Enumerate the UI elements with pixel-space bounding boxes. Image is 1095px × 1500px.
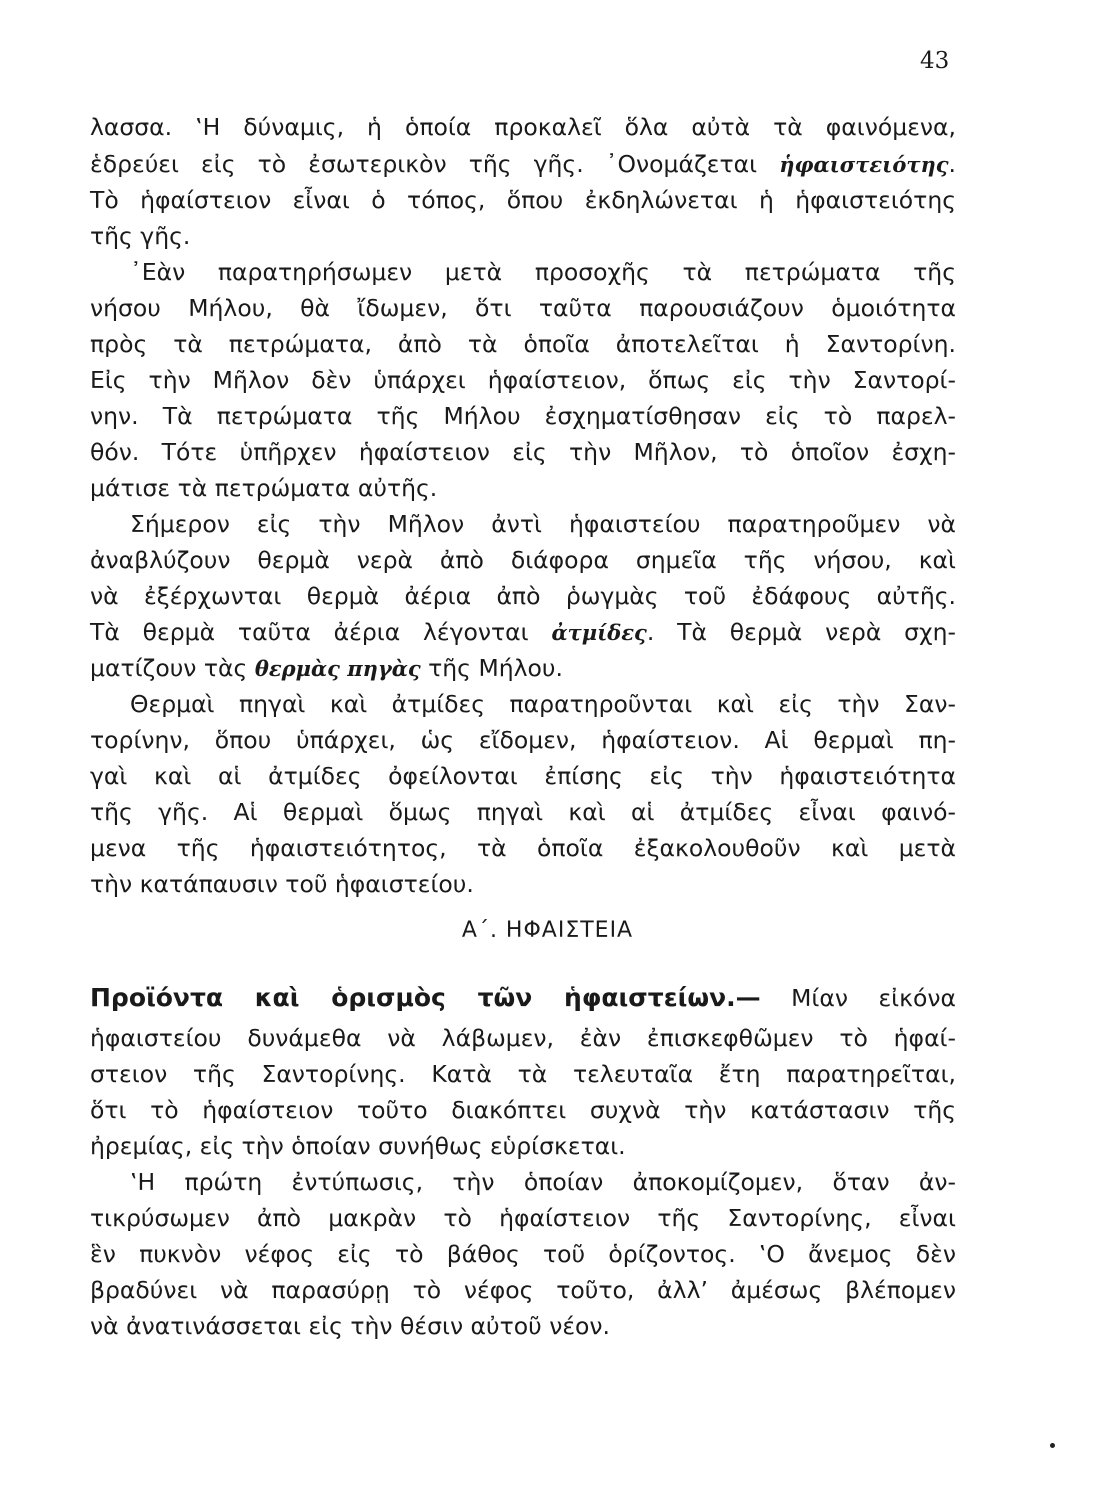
- term-emphasis: θερμὰς πηγὰς: [254, 656, 421, 681]
- text-line: Θερμαὶ πηγαὶ καὶ ἀτμίδες παρατηροῦνται καὶ εἰς τὴν Σαν-: [130, 690, 956, 718]
- text-line: νήσου Μήλου, θὰ ἴδωμεν, ὅτι ταῦτα παρουσιάζουν ὁμοιότητα: [90, 294, 956, 322]
- text-span: . Τὰ θερμὰ νερὰ σχη-: [646, 618, 956, 646]
- text-line: τικρύσωμεν ἀπὸ μακρὰν τὸ ἡφαίστειον τῆς Σαντορίνης, εἶναι: [90, 1204, 956, 1232]
- text-span: ματίζουν τὰς: [90, 654, 248, 682]
- text-line: νην. Τὰ πετρώματα τῆς Μήλου ἐσχηματίσθησαν εἰς τὸ παρελ-: [90, 402, 956, 430]
- text-line: μάτισε τὰ πετρώματα αὐτῆς.: [90, 474, 438, 502]
- text-line: τῆς γῆς. Αἱ θερμαὶ ὅμως πηγαὶ καὶ αἱ ἀτμίδες εἶναι φαινό-: [90, 798, 956, 826]
- text-line: Τὸ ἡφαίστειον εἶναι ὁ τόπος, ὅπου ἐκδηλώνεται ἡ ἡφαιστειότης: [90, 186, 956, 214]
- text-line: [90, 648, 956, 688]
- section-heading: Α΄. ΗΦΑΙΣΤΕΙΑ: [461, 918, 634, 943]
- text-line: βραδύνει νὰ παρασύρῃ τὸ νέφος τοῦτο, ἀλλ’ ἀμέσως βλέπομεν: [90, 1276, 956, 1304]
- text-line: γαὶ καὶ αἱ ἀτμίδες ὀφείλονται ἐπίσης εἰς τὴν ἡφαιστειότητα: [90, 762, 956, 790]
- text-span: .: [948, 150, 956, 178]
- text-span: Τὰ θερμὰ ταῦτα ἀέρια λέγονται: [90, 618, 529, 646]
- text-line: ἀναβλύζουν θερμὰ νερὰ ἀπὸ διάφορα σημεῖα τῆς νήσου, καὶ: [90, 546, 956, 574]
- text-line: [90, 144, 956, 184]
- text-line: ᾿Εὰν παρατηρήσωμεν μετὰ προσοχῆς τὰ πετρώματα τῆς: [130, 258, 956, 286]
- text-line: λασσα. ‛Η δύναμις, ἡ ὁποία προκαλεῖ ὅλα αὐτὰ τὰ φαινόμενα,: [90, 113, 956, 141]
- text-line: ἓν πυκνὸν νέφος εἰς τὸ βάθος τοῦ ὁρίζοντος. ‛Ο ἄνεμος δὲν: [90, 1240, 956, 1268]
- text-line: τὴν κατάπαυσιν τοῦ ἡφαιστείου.: [90, 870, 474, 898]
- text-line: τορίνην, ὅπου ὑπάρχει, ὡς εἴδομεν, ἡφαίστειον. Αἱ θερμαὶ πη-: [90, 726, 956, 754]
- text-line: στειον τῆς Σαντορίνης. Κατὰ τὰ τελευταῖα ἔτη παρατηρεῖται,: [90, 1060, 956, 1088]
- text-line: ὅτι τὸ ἡφαίστειον τοῦτο διακόπτει συχνὰ τὴν κατάστασιν τῆς: [90, 1096, 956, 1124]
- text-line: Εἰς τὴν Μῆλον δὲν ὑπάρχει ἡφαίστειον, ὅπως εἰς τὴν Σαντορί-: [90, 366, 956, 394]
- text-line: ἡφαιστείου δυνάμεθα νὰ λάβωμεν, ἐὰν ἐπισκεφθῶμεν τὸ ἡφαί-: [90, 1024, 956, 1052]
- text-line: θόν. Τότε ὑπῆρχεν ἡφαίστειον εἰς τὴν Μῆλον, τὸ ὁποῖον ἐσχη-: [90, 438, 956, 466]
- text-line: τῆς γῆς.: [90, 222, 191, 250]
- text-line: [90, 978, 956, 1018]
- text-line: νὰ ἐξέρχωνται θερμὰ ἀέρια ἀπὸ ῥωγμὰς τοῦ ἐδάφους αὐτῆς.: [90, 582, 956, 610]
- text-line: πρὸς τὰ πετρώματα, ἀπὸ τὰ ὁποῖα ἀποτελεῖται ἡ Σαντορίνη.: [90, 330, 956, 358]
- text-line: νὰ ἀνατινάσσεται εἰς τὴν θέσιν αὐτοῦ νέον.: [90, 1312, 611, 1340]
- page-number: 43: [920, 48, 950, 74]
- lead-heading: Προϊόντα καὶ ὁρισμὸς τῶν ἡφαιστείων.—: [90, 983, 761, 1012]
- term-emphasis: ἀτμίδες: [551, 620, 647, 645]
- text-line: μενα τῆς ἡφαιστειότητος, τὰ ὁποῖα ἐξακολουθοῦν καὶ μετὰ: [90, 834, 956, 862]
- text-line: ‛Η πρώτη ἐντύπωσις, τὴν ὁποίαν ἀποκομίζομεν, ὅταν ἀν-: [130, 1168, 956, 1196]
- text-span: Μίαν εἰκόνα: [791, 984, 956, 1012]
- text-span: ἑδρεύει εἰς τὸ ἐσωτερικὸν τῆς γῆς. ᾿Ονομάζεται: [90, 150, 758, 178]
- ink-speck: [1050, 1443, 1055, 1448]
- text-span: τῆς Μήλου.: [428, 654, 563, 682]
- text-line: ἠρεμίας, εἰς τὴν ὁποίαν συνήθως εὑρίσκεται.: [90, 1132, 626, 1160]
- text-line: [90, 612, 956, 652]
- text-line: Σήμερον εἰς τὴν Μῆλον ἀντὶ ἡφαιστείου παρατηροῦμεν νὰ: [130, 510, 956, 538]
- term-emphasis: ἡφαιστειότης: [779, 152, 949, 177]
